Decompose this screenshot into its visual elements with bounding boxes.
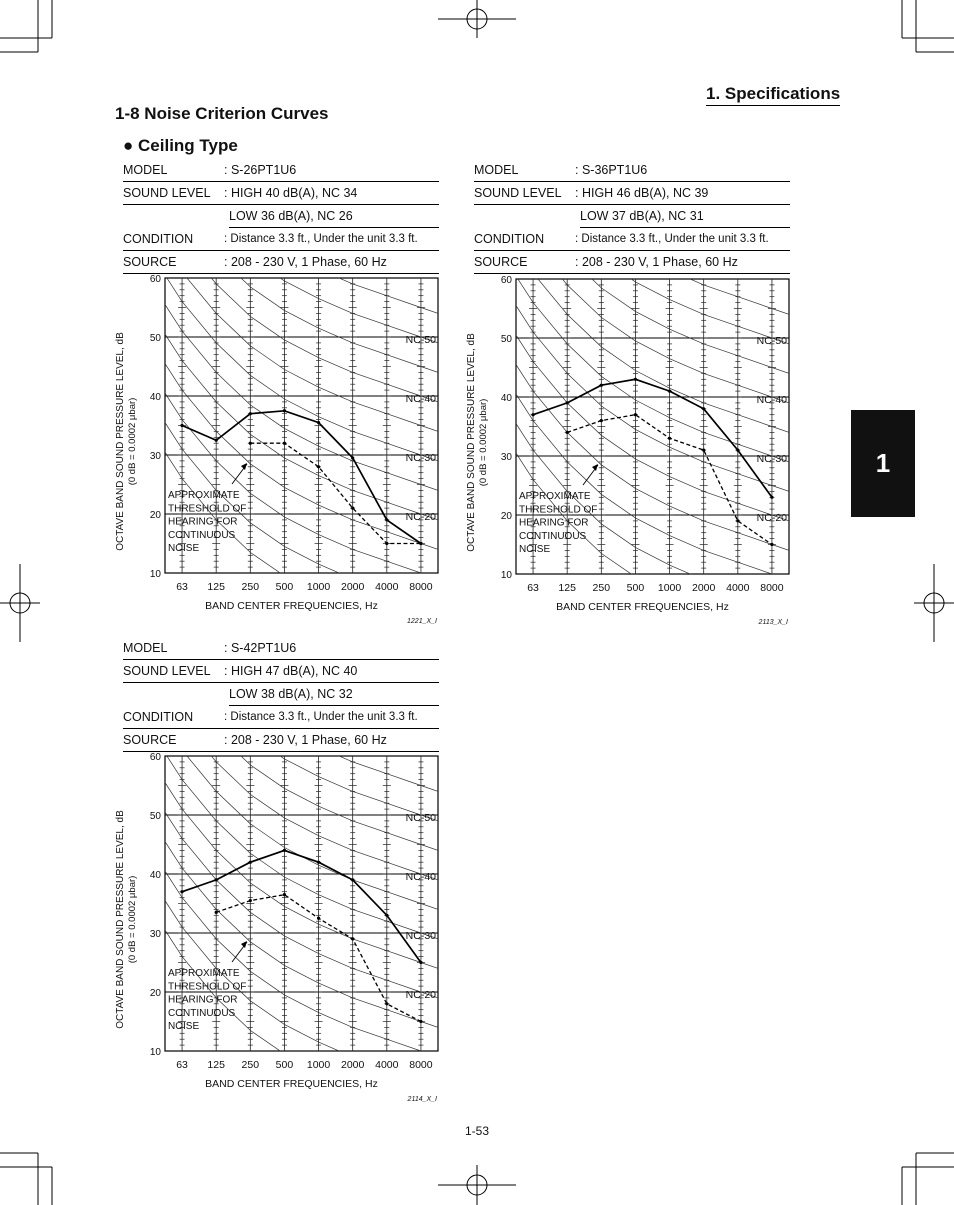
series-low-point xyxy=(215,911,218,914)
threshold-arrowhead xyxy=(241,941,247,948)
y-tick-label: 30 xyxy=(149,929,161,940)
nc-label: NC-40 xyxy=(405,392,436,405)
y-tick-label: 40 xyxy=(500,393,512,404)
registration-mark-icon xyxy=(0,564,40,642)
series-high-point xyxy=(634,378,637,381)
series-high-point xyxy=(215,878,218,881)
plot-frame xyxy=(165,278,438,573)
series-low-point xyxy=(351,507,354,510)
nc-label: NC-40 xyxy=(756,393,787,406)
y-axis-sublabel: (0 dB = 0.0002 μbar) xyxy=(478,398,489,487)
condition-value: : Distance 3.3 ft., Under the unit 3.3 ft. xyxy=(224,233,418,245)
series-low-point xyxy=(317,917,320,920)
threshold-label-line: HEARING FOR xyxy=(168,516,238,528)
y-tick-label: 50 xyxy=(149,333,161,344)
threshold-label-line: CONTINUOUS xyxy=(168,529,236,541)
x-tick-label: 250 xyxy=(592,582,611,594)
x-tick-label: 8000 xyxy=(409,1059,433,1071)
sound-high-value: : HIGH 46 dB(A), NC 39 xyxy=(575,186,709,200)
nc-label: NC-30 xyxy=(405,929,436,942)
threshold-label-line: HEARING FOR xyxy=(168,994,238,1006)
bullet-icon: ● xyxy=(123,136,134,155)
x-tick-label: 250 xyxy=(241,581,260,593)
nc-label: NC-20 xyxy=(405,510,436,523)
threshold-label-line: APPROXIMATE xyxy=(519,491,591,502)
crop-mark-icon xyxy=(902,1153,954,1205)
threshold-arrowhead xyxy=(592,464,598,471)
crop-mark-icon xyxy=(902,0,954,52)
nc-label: NC-50 xyxy=(405,333,436,346)
series-high-point xyxy=(419,961,422,964)
x-axis-label: BAND CENTER FREQUENCIES, Hz xyxy=(556,601,729,613)
y-axis-label: OCTAVE BAND SOUND PRESSURE LEVEL, dB xyxy=(115,810,126,1029)
series-high-point xyxy=(385,518,388,521)
y-axis-sublabel: (0 dB = 0.0002 μbar) xyxy=(127,397,138,486)
x-tick-label: 4000 xyxy=(726,582,750,594)
series-high-point xyxy=(215,439,218,442)
chapter-title: 1-8 Noise Criterion Curves xyxy=(115,104,329,123)
series-low-point xyxy=(600,419,603,422)
spec-table-2 xyxy=(474,159,790,274)
threshold-label-line: APPROXIMATE xyxy=(168,490,240,501)
y-tick-label: 20 xyxy=(149,988,161,999)
series-high-point xyxy=(385,914,388,917)
figure-code: 1221_X_I xyxy=(407,618,437,625)
x-tick-label: 500 xyxy=(275,1059,294,1071)
y-tick-label: 50 xyxy=(149,811,161,822)
condition-label: CONDITION xyxy=(123,232,194,246)
series-low-point xyxy=(283,442,286,445)
x-tick-label: 63 xyxy=(176,581,188,593)
y-tick-label: 50 xyxy=(500,334,512,345)
series-high-point xyxy=(770,496,773,499)
series-low-point xyxy=(351,937,354,940)
y-tick-label: 60 xyxy=(500,275,512,286)
y-tick-label: 30 xyxy=(149,451,161,462)
threshold-arrowhead xyxy=(241,463,247,470)
x-tick-label: 63 xyxy=(176,1059,188,1071)
nc-chart-2 xyxy=(461,273,801,626)
figure-code: 2114_X_I xyxy=(407,1096,437,1103)
x-tick-label: 250 xyxy=(241,1059,260,1071)
series-low-point xyxy=(385,1002,388,1005)
y-axis-label: OCTAVE BAND SOUND PRESSURE LEVEL, dB xyxy=(466,333,477,552)
sound-low-value: LOW 37 dB(A), NC 31 xyxy=(580,209,704,223)
y-axis-sublabel: (0 dB = 0.0002 μbar) xyxy=(127,875,138,964)
source-value: : 208 - 230 V, 1 Phase, 60 Hz xyxy=(575,255,738,269)
registration-mark-icon xyxy=(438,0,516,38)
model-value: : S-42PT1U6 xyxy=(224,641,297,655)
figure-code: 2113_X_I xyxy=(758,619,788,626)
y-tick-label: 60 xyxy=(149,752,161,763)
sound-low-value: LOW 36 dB(A), NC 26 xyxy=(229,209,353,223)
threshold-label-line: APPROXIMATE xyxy=(168,968,240,979)
x-tick-label: 2000 xyxy=(341,581,365,593)
series-high-point xyxy=(702,407,705,410)
series-low-point xyxy=(385,542,388,545)
series-low-point xyxy=(283,893,286,896)
x-tick-label: 125 xyxy=(558,582,576,594)
page-number: 1-53 xyxy=(465,1124,490,1138)
condition-value: : Distance 3.3 ft., Under the unit 3.3 ft. xyxy=(575,233,769,245)
sub-title xyxy=(123,136,238,156)
x-tick-label: 125 xyxy=(207,1059,225,1071)
x-tick-label: 1000 xyxy=(306,1059,331,1071)
series-high-point xyxy=(600,384,603,387)
series-low-point xyxy=(668,437,671,440)
x-tick-label: 500 xyxy=(275,581,294,593)
nc-chart-3 xyxy=(110,750,450,1103)
x-tick-label: 1000 xyxy=(306,581,331,593)
nc-label: NC-20 xyxy=(756,511,787,524)
series-high-point xyxy=(283,849,286,852)
series-high-point xyxy=(531,413,534,416)
registration-mark-icon xyxy=(438,1165,516,1205)
y-tick-label: 30 xyxy=(500,452,512,463)
threshold-label-line: NOISE xyxy=(168,543,200,555)
sound-level-label: SOUND LEVEL xyxy=(123,664,211,678)
spec-table-1 xyxy=(123,159,439,274)
nc-label: NC-40 xyxy=(405,870,436,883)
y-axis-label: OCTAVE BAND SOUND PRESSURE LEVEL, dB xyxy=(115,332,126,551)
y-tick-label: 10 xyxy=(149,1047,161,1058)
sound-high-value: : HIGH 40 dB(A), NC 34 xyxy=(224,186,358,200)
x-tick-label: 63 xyxy=(527,582,539,594)
x-tick-label: 500 xyxy=(626,582,645,594)
series-high-point xyxy=(736,449,739,452)
condition-label: CONDITION xyxy=(474,232,545,246)
series-high-point xyxy=(249,861,252,864)
y-tick-label: 10 xyxy=(500,570,512,581)
threshold-label-line: CONTINUOUS xyxy=(168,1007,236,1019)
threshold-label-line: THRESHOLD OF xyxy=(168,981,247,993)
nc-label: NC-30 xyxy=(756,452,787,465)
y-tick-label: 20 xyxy=(500,511,512,522)
series-high-point xyxy=(283,409,286,412)
crop-mark-icon xyxy=(0,0,52,52)
y-tick-label: 40 xyxy=(149,870,161,881)
series-low-point xyxy=(702,449,705,452)
x-tick-label: 8000 xyxy=(760,582,784,594)
threshold-label-line: NOISE xyxy=(519,544,551,556)
x-tick-label: 125 xyxy=(207,581,225,593)
nc-label: NC-50 xyxy=(756,334,787,347)
model-label: MODEL xyxy=(474,163,519,177)
source-value: : 208 - 230 V, 1 Phase, 60 Hz xyxy=(224,255,387,269)
series-high-point xyxy=(180,424,183,427)
x-tick-label: 4000 xyxy=(375,581,399,593)
threshold-label-line: THRESHOLD OF xyxy=(168,503,247,515)
series-low-point xyxy=(317,465,320,468)
series-high-point xyxy=(180,890,183,893)
model-label: MODEL xyxy=(123,163,168,177)
sound-level-label: SOUND LEVEL xyxy=(474,186,562,200)
spec-table-3 xyxy=(123,637,439,752)
series-low-point xyxy=(419,542,422,545)
model-label: MODEL xyxy=(123,641,168,655)
threshold-label-line: NOISE xyxy=(168,1021,200,1033)
x-tick-label: 8000 xyxy=(409,581,433,593)
nc-label: NC-20 xyxy=(405,988,436,1001)
condition-label: CONDITION xyxy=(123,710,194,724)
x-tick-label: 2000 xyxy=(692,582,716,594)
x-tick-label: 1000 xyxy=(657,582,682,594)
condition-value: : Distance 3.3 ft., Under the unit 3.3 ft. xyxy=(224,711,418,723)
threshold-label-line: THRESHOLD OF xyxy=(519,504,598,516)
nc-chart-1 xyxy=(110,272,450,625)
series-low-line xyxy=(250,443,421,543)
series-high-point xyxy=(566,401,569,404)
section-title: 1. Specifications xyxy=(706,84,840,106)
chapter-tab: 1 xyxy=(851,410,915,517)
plot-frame xyxy=(165,756,438,1051)
series-low-point xyxy=(634,413,637,416)
series-low-point xyxy=(770,543,773,546)
x-tick-label: 4000 xyxy=(375,1059,399,1071)
x-tick-label: 2000 xyxy=(341,1059,365,1071)
model-value: : S-36PT1U6 xyxy=(575,163,648,177)
sound-level-label: SOUND LEVEL xyxy=(123,186,211,200)
series-high-point xyxy=(351,456,354,459)
source-label: SOURCE xyxy=(474,255,528,269)
threshold-label-line: CONTINUOUS xyxy=(519,530,587,542)
source-value: : 208 - 230 V, 1 Phase, 60 Hz xyxy=(224,733,387,747)
nc-label: NC-30 xyxy=(405,451,436,464)
series-high-point xyxy=(317,861,320,864)
x-axis-label: BAND CENTER FREQUENCIES, Hz xyxy=(205,1078,378,1090)
series-low-point xyxy=(249,899,252,902)
x-axis-label: BAND CENTER FREQUENCIES, Hz xyxy=(205,600,378,612)
y-tick-label: 40 xyxy=(149,392,161,403)
series-high-point xyxy=(668,390,671,393)
series-low-point xyxy=(419,1020,422,1023)
threshold-label-line: HEARING FOR xyxy=(519,517,589,529)
sound-high-value: : HIGH 47 dB(A), NC 40 xyxy=(224,664,358,678)
y-tick-label: 10 xyxy=(149,569,161,580)
source-label: SOURCE xyxy=(123,733,177,747)
series-low-point xyxy=(249,442,252,445)
series-high-point xyxy=(249,412,252,415)
nc-label: NC-50 xyxy=(405,811,436,824)
y-tick-label: 20 xyxy=(149,510,161,521)
sub-title-text: Ceiling Type xyxy=(138,136,238,155)
model-value: : S-26PT1U6 xyxy=(224,163,297,177)
sound-low-value: LOW 38 dB(A), NC 32 xyxy=(229,687,353,701)
series-high-point xyxy=(317,421,320,424)
source-label: SOURCE xyxy=(123,255,177,269)
series-low-point xyxy=(566,431,569,434)
crop-mark-icon xyxy=(0,1153,52,1205)
series-low-point xyxy=(736,519,739,522)
y-tick-label: 60 xyxy=(149,274,161,285)
series-high-point xyxy=(351,878,354,881)
registration-mark-icon xyxy=(914,564,954,642)
